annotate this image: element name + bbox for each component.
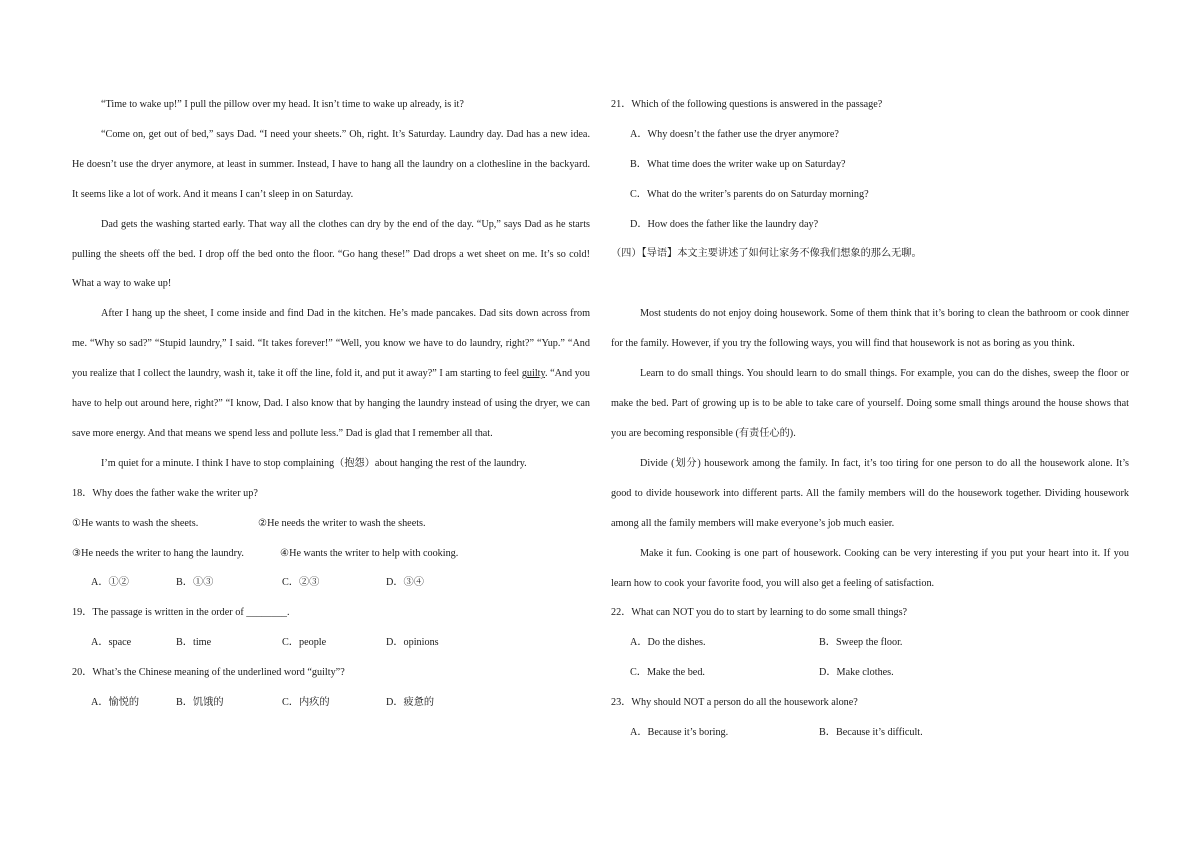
q18-statements-row-1 [72,509,590,539]
q21-option-a[interactable]: A．Why doesn’t the father use the dryer anymore? [630,128,839,140]
q19-option-a[interactable]: A．space [91,637,132,649]
q22-option-a[interactable]: A．Do the dishes. [630,637,706,649]
q21-option-b[interactable]: B．What time does the writer wake up on Saturday? [630,158,846,170]
q22-option-b[interactable]: B．Sweep the floor. [819,637,903,649]
passage2-paragraph-4: Make it fun. Cooking is one part of housework. Cooking can be very interesting if you put your heart into it. If you learn how to cook your favorite food, you will also get a feeling of satisfaction. [611,547,1129,589]
question-22: 22．What can NOT you do to start by learning to do some small things? [611,607,908,619]
q18-options [72,568,590,598]
q23-option-b[interactable]: B．Because it’s difficult. [819,726,923,738]
q23-option-a[interactable]: A．Because it’s boring. [630,726,729,738]
q22-option-c[interactable]: C．Make the bed. [630,667,705,679]
q18-statement-1: ①He wants to wash the sheets. [72,517,199,529]
paragraph-4-part-2: . “And you have to help out around here, right?” “I know, Dad. I also know that by hanging the laundry instead of using the dryer, we can save more energy. And that means we spend less and pollute less.” Dad is glad that I remember all that. [72,368,590,439]
q20-option-b[interactable]: B．饥饿的 [176,697,224,709]
q18-statement-2: ②He needs the writer to wash the sheets. [258,517,426,529]
q19-options [72,628,590,658]
passage-paragraph-1: “Time to wake up!” I pull the pillow over my head. It isn’t time to wake up already, is it? [101,99,464,110]
question-18: 18．Why does the father wake the writer up? [72,487,258,499]
section-intro: （四）【导语】本文主要讲述了如何让家务不像我们想象的那么无聊。 [611,248,922,260]
underlined-word-guilty: guilty [521,368,545,380]
q22-options-row-2 [611,658,1129,688]
q18-statements-row-2 [72,539,590,569]
left-column [72,90,590,718]
q21-option-d[interactable]: D．How does the father like the laundry day? [630,218,819,230]
q18-statement-4: ④He wants the writer to help with cooking. [280,547,459,559]
paragraph-4-part-1: After I hang up the sheet, I come inside and find Dad in the kitchen. He’s made pancakes. Dad sits down across from me. “Why so sad?” “Stupid laundry,” I said. “It takes forever!” “Well, you know we have to do laundry, right?” “Yup.” “And you realize that I collect the laundry, wash it, take it off the line, fold it, and put it away?” I am starting to feel [72,308,590,380]
q18-option-a[interactable]: A．①② [91,577,129,589]
q20-option-c[interactable]: C．内疚的 [282,697,330,709]
passage2-paragraph-1: Most students do not enjoy doing housework. Some of them think that it’s boring to clean the bathroom or cook dinner for the family. However, if you try the following ways, you will find that housework is not as boring as you think. [611,308,1129,350]
q19-option-c[interactable]: C．people [282,637,327,649]
q18-option-c[interactable]: C．②③ [282,577,320,589]
q21-option-c[interactable]: C．What do the writer’s parents do on Saturday morning? [630,188,869,200]
q23-options [611,718,1129,748]
passage2-paragraph-3: Divide (划分) housework among the family. In fact, it’s too tiring for one person to do all the housework alone. It’s good to divide housework into different parts. All the family members will do the housework together. Dividing housework among all the family members will make everyone’s job much easier. [611,457,1129,529]
q18-statement-3: ③He needs the writer to hang the laundry. [72,547,244,559]
q20-options [72,688,590,718]
q18-option-d[interactable]: D．③④ [386,577,424,589]
question-23: 23．Why should NOT a person do all the housework alone? [611,697,858,709]
spacer [611,269,1129,299]
q20-option-d[interactable]: D．疲惫的 [386,697,435,709]
question-20: 20．What’s the Chinese meaning of the underlined word “guilty”? [72,667,345,679]
question-21: 21．Which of the following questions is answered in the passage? [611,99,883,110]
q22-option-d[interactable]: D．Make clothes. [819,667,894,679]
q18-option-b[interactable]: B．①③ [176,577,214,589]
passage-paragraph-5: I’m quiet for a minute. I think I have to stop complaining（抱怨）about hanging the rest of the laundry. [101,457,527,469]
passage-paragraph-3: Dad gets the washing started early. That way all the clothes can dry by the end of the day. “Up,” says Dad as he starts pulling the sheets off the bed. I drop off the bed onto the floor. “Go hang these!” Dad drops a wet sheet on me. It’s so cold! What a way to wake up! [72,218,590,290]
q19-option-b[interactable]: B．time [176,637,212,649]
q20-option-a[interactable]: A．愉悦的 [91,697,140,709]
q19-option-d[interactable]: D．opinions [386,637,439,649]
passage2-paragraph-2: Learn to do small things. You should learn to do small things. For example, you can do the dishes, sweep the floor or make the bed. Part of growing up is to be able to take care of yourself. Doing some small things around the house shows that you are becoming responsible (有责任心的). [611,368,1129,439]
q22-options-row-1 [611,628,1129,658]
passage-paragraph-2: “Come on, get out of bed,” says Dad. “I need your sheets.” Oh, right. It’s Saturday. Laundry day. Dad has a new idea. He doesn’t use the dryer anymore, at least in summer. Instead, I have to hang all the laundry on a clothesline in the backyard. It seems like a lot of work. And it means I can’t sleep in on Saturday. [72,128,590,200]
passage-paragraph-4 [72,299,590,449]
question-19: 19．The passage is written in the order of ________. [72,607,290,619]
right-column [611,90,1129,748]
